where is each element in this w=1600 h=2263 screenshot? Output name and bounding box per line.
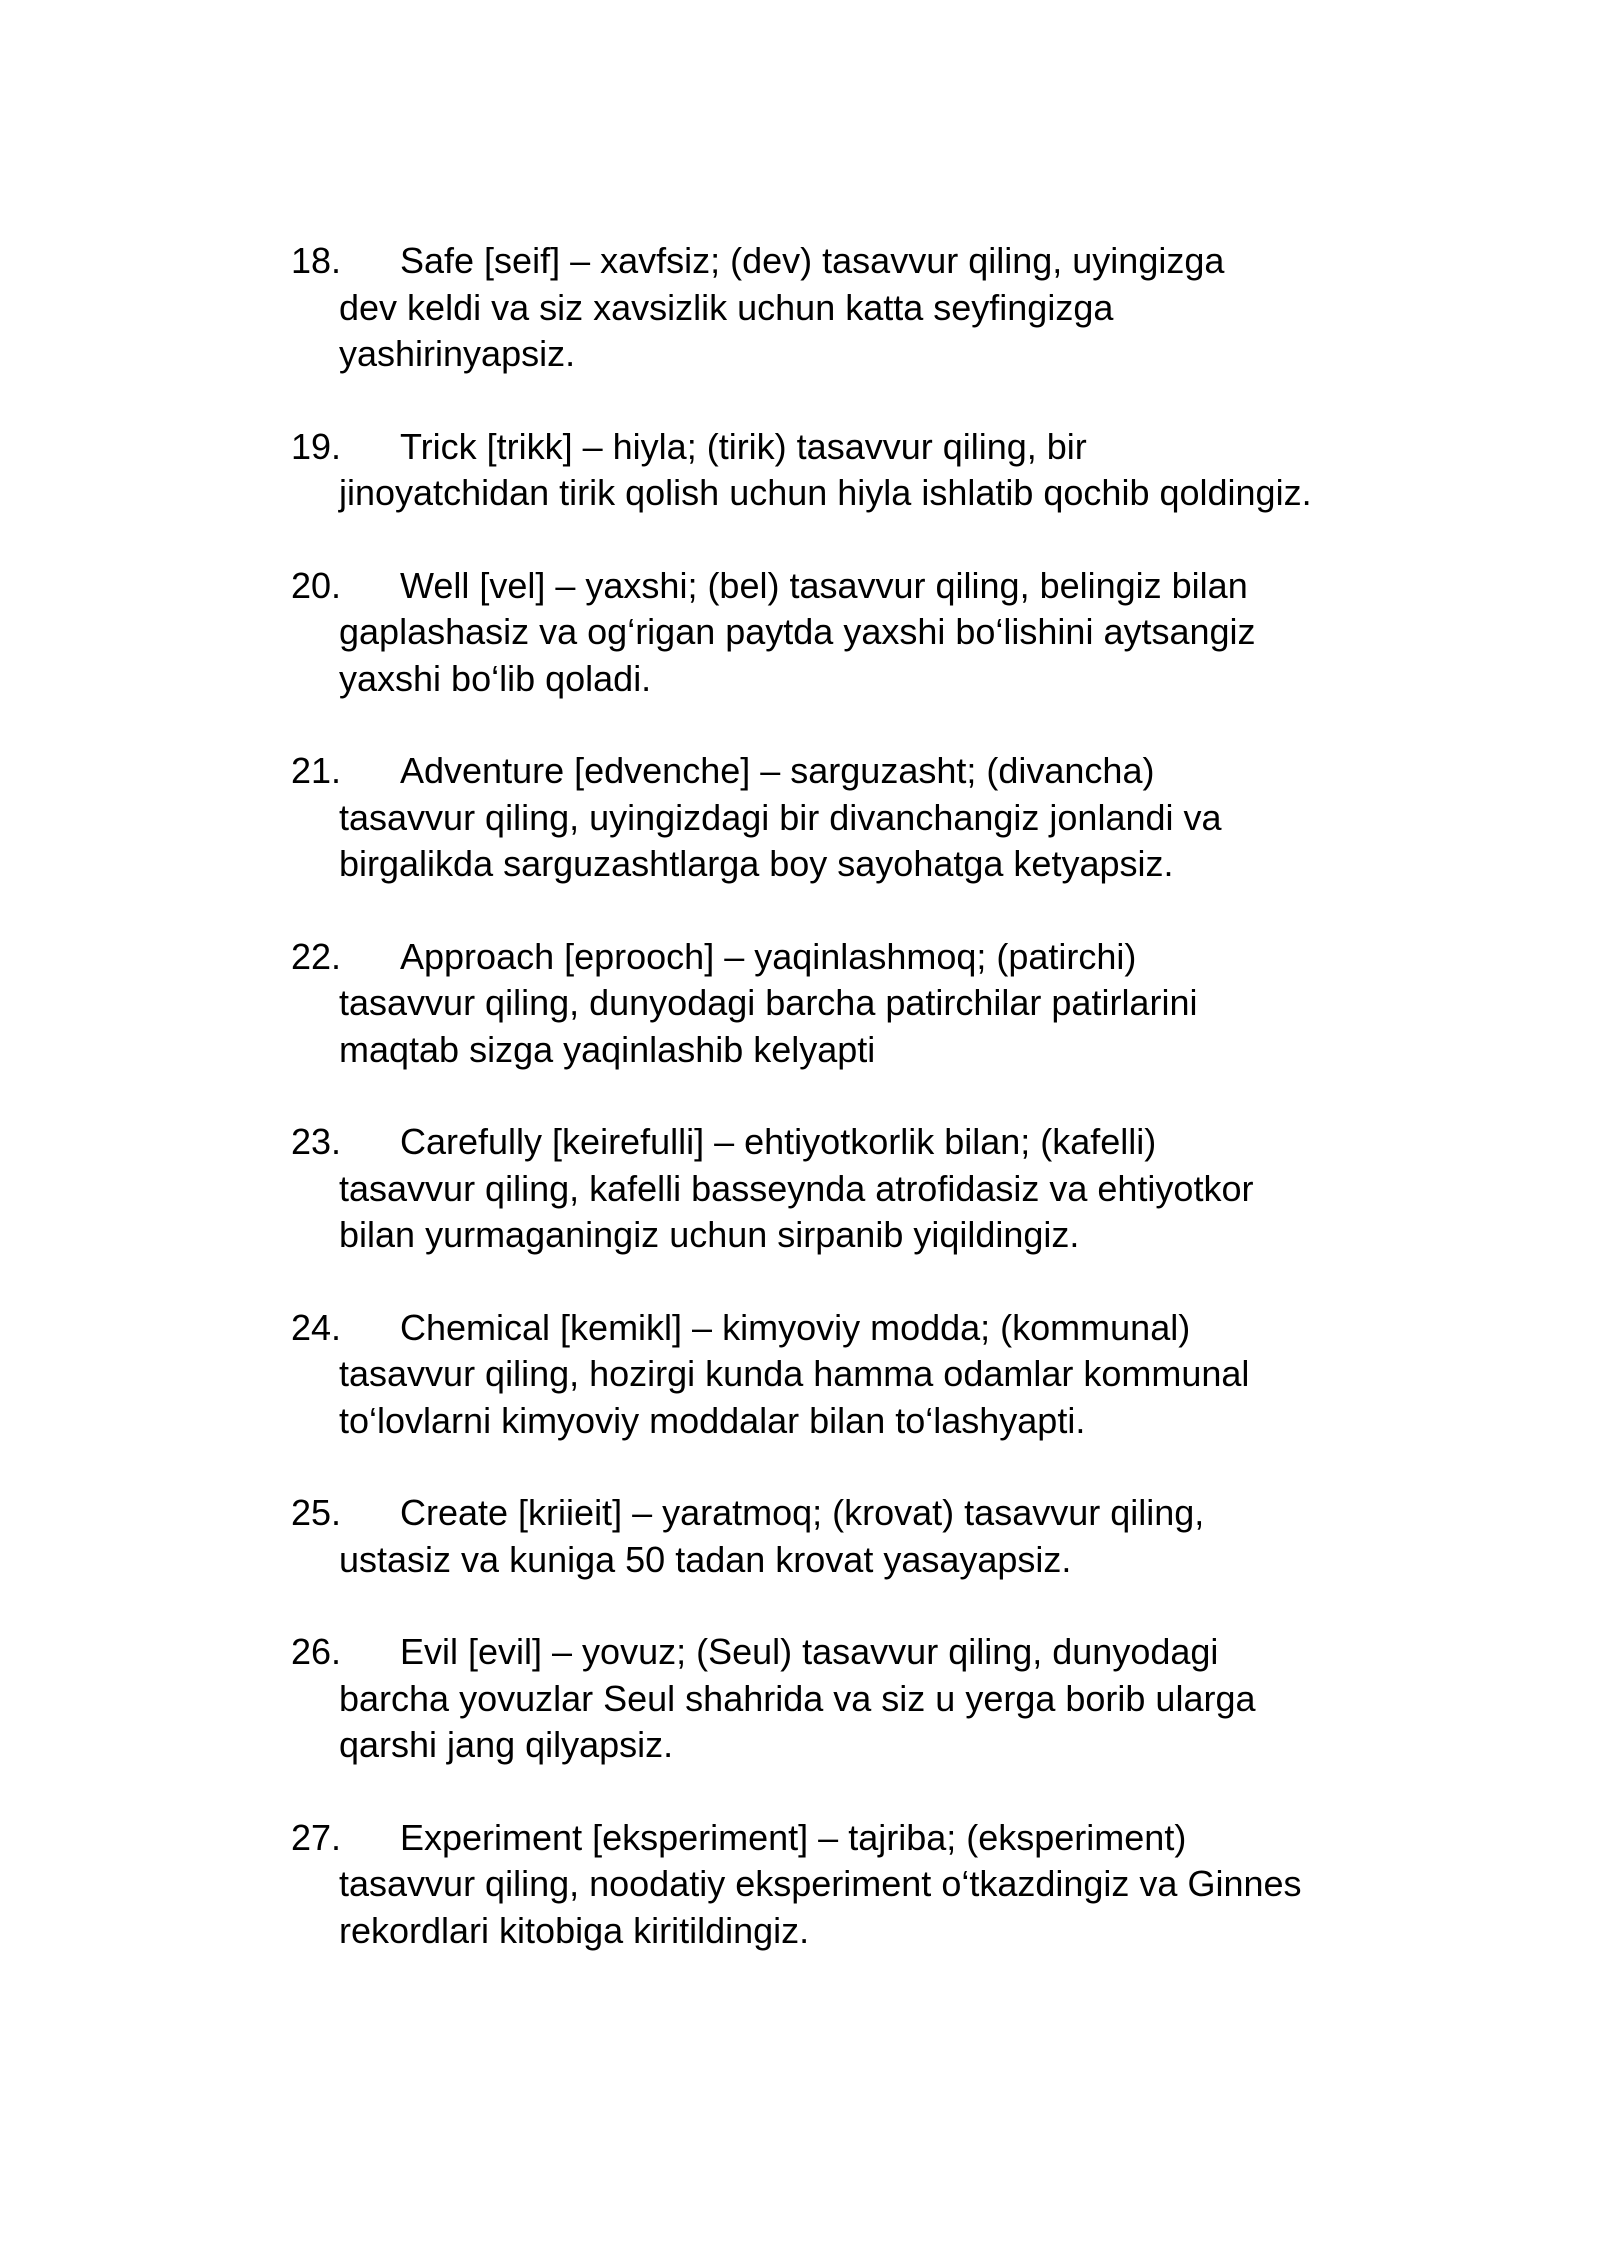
entry-text-line: yashirinyapsiz. [339,333,576,374]
vocabulary-entry-21 [291,748,1401,888]
vocabulary-entry-27 [291,1815,1401,1955]
vocabulary-entry-24 [291,1305,1401,1445]
entry-text-line: tasavvur qiling, dunyodagi barcha patirchilar patirlarini [339,982,1198,1023]
entry-text-line: barcha yovuzlar Seul shahrida va siz u yerga borib ularga [339,1677,1256,1719]
entry-text-line: rekordlari kitobiga kiritildingiz. [339,1909,810,1951]
entry-text-line: birgalikda sarguzashtlarga boy sayohatga ketyapsiz. [339,843,1174,884]
entry-text-line: ustasiz va kuniga 50 tadan krovat yasayapsiz. [339,1538,1072,1580]
vocabulary-entry-22 [291,934,1401,1074]
entry-text-line: tasavvur qiling, hozirgi kunda hamma odamlar kommunal [339,1353,1250,1394]
entry-head-line: Adventure [edvenche] – sarguzasht; (divancha) [400,750,1155,791]
entry-text-line: bilan yurmaganingiz uchun sirpanib yiqildingiz. [339,1214,1080,1255]
entry-head-line: Approach [eprooch] – yaqinlashmoq; (patirchi) [400,935,1137,977]
entry-text-line: qarshi jang qilyapsiz. [339,1724,674,1765]
entry-head-line: Safe [seif] – xavfsiz; (dev) tasavvur qiling, uyingizga [400,240,1225,281]
entry-text-line: yaxshi bo‘lib qoladi. [339,657,652,699]
entry-head-line: Create [kriieit] – yaratmoq; (krovat) tasavvur qiling, [400,1492,1205,1533]
vocabulary-entry-19 [291,424,1401,517]
entry-head-line: Evil [evil] – yovuz; (Seul) tasavvur qiling, dunyodagi [400,1631,1219,1672]
entry-number: 26. [291,1631,342,1672]
vocabulary-entry-25 [291,1490,1401,1583]
entry-head-line: Carefully [keirefulli] – ehtiyotkorlik bilan; (kafelli) [400,1121,1157,1162]
entry-number: 20. [291,564,342,606]
vocabulary-entry-18 [291,238,1401,378]
entry-text-line: to‘lovlarni kimyoviy moddalar bilan to‘lashyapti. [339,1399,1086,1441]
vocabulary-entry-20 [291,563,1401,703]
entry-number: 21. [291,750,342,791]
entry-text-line: gaplashasiz va og‘rigan paytda yaxshi bo‘lishini aytsangiz [339,611,1256,652]
entry-text-line: tasavvur qiling, uyingizdagi bir divanchangiz jonlandi va [339,796,1222,838]
entry-head-line: Well [vel] – yaxshi; (bel) tasavvur qiling, belingiz bilan [400,564,1248,606]
vocabulary-entry-23 [291,1119,1401,1259]
entry-text-line: maqtab sizga yaqinlashib kelyapti [339,1028,876,1070]
entry-number: 22. [291,935,342,977]
vocabulary-list [291,238,1401,2000]
entry-text-line: dev keldi va siz xavsizlik uchun katta seyfingizga [339,286,1114,328]
entry-number: 25. [291,1492,342,1533]
entry-head-line: Experiment [eksperiment] – tajriba; (eksperiment) [400,1816,1187,1858]
entry-number: 27. [291,1816,342,1858]
entry-number: 19. [291,425,342,467]
entry-number: 18. [291,240,342,281]
entry-number: 23. [291,1121,342,1162]
entry-head-line: Chemical [kemikl] – kimyoviy modda; (kommunal) [400,1306,1191,1348]
vocabulary-entry-26 [291,1629,1401,1769]
entry-text-line: tasavvur qiling, kafelli basseynda atrofidasiz va ehtiyotkor [339,1167,1254,1209]
entry-head-line: Trick [trikk] – hiyla; (tirik) tasavvur qiling, bir [400,425,1087,467]
entry-text-line: tasavvur qiling, noodatiy eksperiment o‘tkazdingiz va Ginnes [339,1863,1302,1904]
entry-number: 24. [291,1306,342,1348]
entry-text-line: jinoyatchidan tirik qolish uchun hiyla ishlatib qochib qoldingiz. [339,472,1312,513]
